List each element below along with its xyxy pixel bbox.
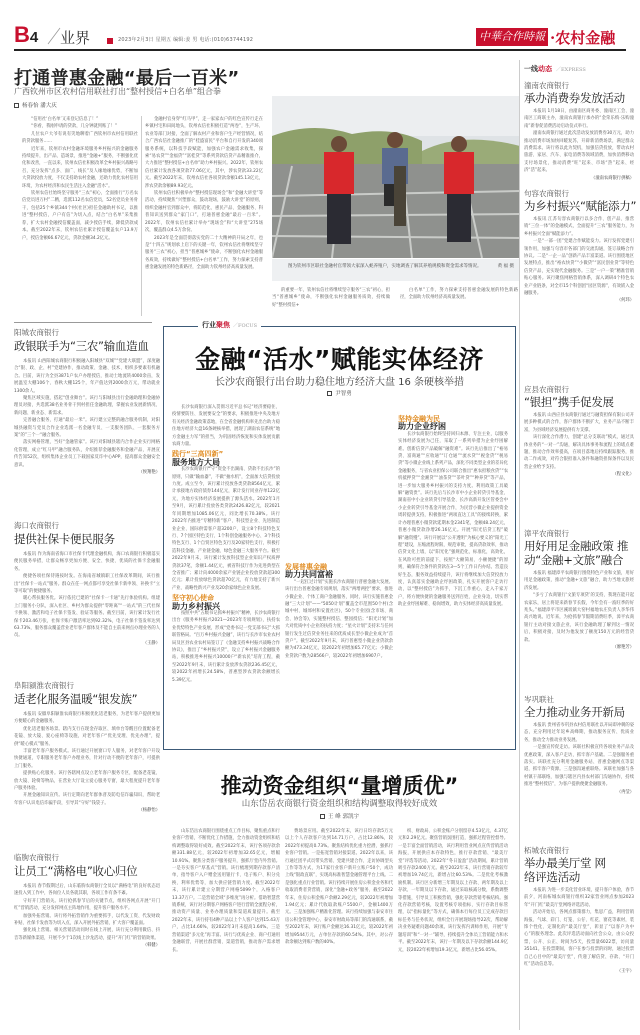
- express-item-zhangping: [524, 528, 636, 651]
- bottom-article-subtitle: 山东岱岳农商银行资金组织和结构调整取得较好成效: [241, 799, 438, 809]
- brief-yangcheng: [14, 327, 160, 477]
- bottom-col2: 费场景应用。截至2022年末，该行日均存款5万元以上个人存款客户达到14.71万户，占比12.86%，较2022年初提高0.73%。聚焦结构优化重力挖潜，强抓行业客户营销。一是拓宽营销对接渠道。2022年以来，该行通过团平式员带头营销、党建共建合作、走访协调型关工作等等方式，为17家行业客户新开立账户50个，成功上线“银政直联”，实现高标准智慧金融管理平台上线。二是强化重点行业营销。该行持续开展住房公积金业务和代收取消费者贷营销，深化“金融+政务”服务，截至2022年末，住房公积金账户余额2.29亿元，较2022年初增加1.94亿元；累计代收取款账户5500户，金额1400万元。三是加强账户精准化管理。该行持续加强与泰安市住房公积金管理中心、泰安市财政局等部门的沟通联系，截至2022年末，该行账户金额达16.31亿元，较2022年初增加9544万元，占单位存款的60.54%。其中，对公存款余额达到账户数的40%。: [285, 829, 393, 946]
- express-title: 举办最美厅堂 网络评选活动: [524, 856, 606, 884]
- column-divider: [519, 60, 520, 1030]
- top-article-col1: “信用社‘白名单’又来登记信息了！” “你看，我刚申请的贷款，几分钟就到账了！” 几位农户大爷有说有笑地聊着广西钦州市农村信用联社的贷款服务…… 近年来，钦州市农村金融环境服务乡村振兴的金融服务持续提升，出产品、造场景，推进“金融+”服务，不断强化优化和改善，一直以来，钦州农信社积极改革全乡村振兴战略号召，充分发挥“点多、面广、线长”及人缘地缘优势，不断加大贷款投放力度，不仅支持助农村金融，还助力优化农村信用环境，为农村经济和农民生活注入金融“活水”。 钦州农信社始终坚守服务“三农”初心，全面推行“万名农信党员进万村”二精，选派112名农信党员，52名党员业务骨干，包括25个乡镇344个村(社区)担任金融助村书记，以推进“整村授信，户户有信”为切入点，结合“白名单”采集推荐，扩大农村金融授信覆盖面，减少授信手续，降低贷款成本。截至2022年末，钦州农信社累计授信覆盖农户13.9万户，授信金额66.67亿元，贷款金额34.2亿元。: [22, 117, 139, 241]
- brief-org: 阜阳颍淮农商银行: [14, 681, 74, 690]
- news-photo: [272, 96, 520, 258]
- masthead-rule: [14, 49, 626, 51]
- focus-kicker: 坚持金融为民: [398, 415, 440, 423]
- brand-subtitle: ·农村金融: [550, 29, 616, 47]
- express-org: 柘城农商银行: [524, 846, 569, 855]
- express-item-cengong: [524, 694, 634, 796]
- express-org: 岑巩联社: [524, 695, 554, 704]
- page-number: B4: [14, 22, 39, 47]
- express-body: 本报讯 山西应县农商银行通过与融资担保有限公司开展多种模式的合作，客户群体不断扩大，业务产品不断丰富，为县域经济发展提供有力支撑。 该行深化合作潜力，创建“总分支联动”模式，通过具体业务的“一对一”沟通，解决具体事务和流程上的堵点难题，推动合作效率提高，在项目落地后持续跟踪服务，推动二作成效，对符合银担准入条件和融资担保条件以及民营企业给予支持。 （程文化）: [524, 413, 634, 478]
- express-item-tongnan: [524, 80, 634, 182]
- brief-org: 海口农商银行: [14, 521, 59, 530]
- brief-body: 本报讯 安徽阜阳颍淮农商银行积极优化适老服务，为老年客户提供更加方便暖心的金融服务。 优化适老服务场景。辖内支行在现金存取区、填单台等醒目位置配备老花镜、放大镜、爱心座椅等设施，对老年客户“优先受理、优先办理”，提供“暖心模式”服务。 丰富老年客户服务模式。该行通过开展窗口专人服务，对老年客户开设快捷通道，专职服务老年客户办理业务，针对行动不便的老年客户，可提供上门服务。 提供贴心化服务。该行各辖网点设立老年客户服务专区，配备老花镜、放大镜、轮椅等物品，在营业大厅设立爱心服务专窗，最大程度提升老年客户服务体验。 开展金融知识宣传。该行定期向老年群体普及防电信诈骗知识，帮助老年客户认识电信诈骗手段，引导其“守好”钱袋子。 （杨静怡）: [14, 712, 160, 814]
- bottom-col1: 山东岱岳农商银行围绕重点工作目标，聚焦重点和行业客户营销，不断优化工作措施，全力推动资金组织和结构调整取得较好成效。截至2022年末，该行各项存款余额331.88亿元，较2022年初增加32.65亿元，增幅10.91%。聚焦分类客户服务提升，强抓厅堂内外营销。一是夯实客户“厚基式”营销。该行梳理到期存款客户清单，指导客户入户赠金送用银行卡、电子账户、积分兑换、利率优势等，加大供应链营销力度。截至2022年末，该行累计建立分期营户网格5099个，入格客户13.37万户。二是营销全域“多维度”再分析。借助智慧营销系统，该行对分期客户网格客户进行营销全流程分析，推动资产质量、业务办理质量和渠道质量提升。截至2022年末，该行持有4种产品以上个人客户达到15.43万户，占比14.66%，较2022年3月末提高1.64%。三是营销渠道“多元化”再丰富。该行与优质企业、商户打通用金融联营，开展社群营销、渠道营销，推动客户需求增长。: [172, 829, 280, 953]
- express-title: 为乡村振兴“赋能添力”: [524, 199, 637, 213]
- express-org: 潼南农商银行: [524, 81, 569, 90]
- top-article-col3: 的重要一年，钦州农信社将继续坚守服务“三农”初心，担当“普惠城乡”使命，不断强化农村金融服务质效，持续做好“整村授信+: [272, 288, 390, 308]
- section-divider: [14, 322, 152, 323]
- brief-title: 让员工“满格电”收心归位: [14, 864, 138, 878]
- express-org: 应县农商银行: [524, 385, 569, 394]
- brief-title: 提供社保卡便民服务: [14, 532, 115, 546]
- bottom-article-byline: 王 峰 郭凯宇: [163, 812, 516, 820]
- focus-subtitle: 长沙农商银行出台助力稳住地方经济大盘 16 条硬核举措: [214, 377, 465, 388]
- brand-logo: 中華合作時報: [476, 28, 548, 46]
- brief-title: 政银联手为“三农”输血造血: [14, 339, 149, 353]
- express-body: 本报讯 为进一步美化营业环境，提升客户体验，春节前夕，河南柘城农商银行组织32家营业网点参加2023年“开门红”最美厅堂网络评选活动。 活动开始后，各网点群策群力，集思广益，利用营销海报、气球、彩门、灯笼、公仔、红花、窗花等素材，装饰个性化、定制化的“最美厅堂”，彰显了“以客户为中心”的服务理念。此次评选活动面向社会公众，由公众投票，公开、公正、时间为5天，投票量6022票，访问量35141。在投票期间，客户在参与投票的同时，通过投票自己心目中的“最美厅堂”，传递了解信贷、存款、“开门红”活动信息等。 （王宇）: [524, 888, 634, 975]
- brief-body: 本报讯 山西阳城农商银行积极融入阳城县“双城”“党建大联盟”，深度融合“银、政、企、村”党建协作，推动政策、金融、技术、组织多要素有机融合。目前，该行为全县3871户农户办理授信，推动土地流转4000余亩，发展温室大棚106个、春秋大棚125个，年产值达到2000余万元，带动就业1300余人。 聚焦区域实施，搭起“创业舞台”。该行与阳城县出行金融助理和金融协理员对接，共选派38名业务骨干到村担任金融助理，掌握农业发展新情况、新问题、新业态、新需求。 完善融合服务，打通“最后一米”。该行建立完整的融合服务机制，对阳城县融资与党员合作企业选派一名金融专员、一支服务团队、一套服务方案“的”三个一“融合服务。 落实网格管理，当好“金融管家”。该行对阳城县辖内合作企业实行网格化管理，成立“红马甲”融合服务队，介绍推荐金融服务和金融产品，开展宣传告知52次，组织集体企业员工下载国家反诈中心APP，提高群众金融安全意识。 （侯翔艳）: [14, 359, 160, 476]
- express-body: 本报讯 1月18日，由潼南区商务委、潼南区工会、潼南区工商联主办，潼南农商银行承办的“金荣乐购·乐购潼南”新春促消费活动启动仪式举行。 潼南农商银行通过此次活动发放消费券30万元，助力推动消费市场加快回暖复苏，开辟新消费场景，满足群众消费需求。该行将以此为契机，加强信贷投放，带动农村旅游、家居、汽车、家电消费等领域消费，加快消费移动支付场景化，推动消费“旺”起来、市场“热”起来、经济“活”起来。 （潼南农商银行供稿）: [524, 109, 634, 181]
- express-body: 本报讯 江苏句容农商银行以多合作、创产品、推营销“三位一体”的金融模式，全面提升“三农”服务能力，为乡村振兴全面“赋能添力”。 一是“一部一团”党建合作赋能发力。该行发挥党建引领作用，加强与句容市各部门的交流沟通，签订战略合作协议。二是“一企一品”创新产品丰富渠道。该行围绕地区发展特点，推出“裕农快贷”“小微贷”“富民创业贷”等特色信贷产品，充实现代金融服务。三是“一户一策”精准营销贴心服务。该行聚焦网格营销体系，深入调研4个特色农业产业链条，对全市15个科创团“园区资源”，有效嵌入金融服务。 （何玮）: [524, 217, 634, 304]
- express-item-jurong: [524, 188, 636, 305]
- column-divider: [141, 116, 142, 316]
- focus-tag: 行业聚焦 ／FOCUS: [198, 320, 261, 330]
- top-article-byline: 杨春怡 潘大庆: [14, 101, 57, 109]
- brief-linqu: [14, 852, 160, 950]
- brief-haikou: [14, 520, 160, 647]
- red-square-icon: [107, 38, 113, 44]
- focus-kicker: 坚守初心使命: [172, 594, 214, 603]
- brief-org: 临朐农商银行: [14, 853, 59, 862]
- express-body: 本报讯 福建漳平农商银行围绕特色产业和文旅，用好用足金融政策，推动“金融+文旅”融合，助力当地文旅经济发展。 “多亏了农商银行‘文旅专项贷’的支持，我现在能开起农家乐，居上将迎来新春节长假，今年会有一波旺季的好兆头。”福建漳平市区溪坂镇大窑村福地农庄负责人李华伟高兴地说。近年来，为抢抓春节假期消费旺季，漳平农商银行主动对接文旅企业，该行金融助理了解到这一情况后，积极对接，及时为他发放了额度150万元的经营贷款。 （廖艳芳）: [524, 571, 634, 651]
- top-article-col4: 白名单”工作，努力探索支持普惠金融发展的特色新路径，全面助力钦州经济高质量发展。: [400, 288, 518, 301]
- top-article-col2: 金融村官身穿“红马甲”，走一家家农户的红色宣传行走在乡镇村宅和田间地头，钦州农信社积极打造“两卷”，生产环、农业等部门对接，全面了解农村产业和客户生产经营情况，结合广西农信社金融推广的“桂盛富民”平台和自行开发的340项服务系统，以科技手段赋能，加强农户金融需求收集，探索“易农贷”“金福贷”“富桂贷”等系列贷款信贷产品精准推介，大力推进“整村授信+白名单”助力乡村振兴。2022年，钦州农信社累计发放各项贷款77.06亿元，其中，涉农贷款33.22亿元。截至2022年末，钦州农信社各项贷款余额145.13亿元，涉农贷款余额89.93亿元。 钦州农信社积极举办“整村授信现场会”和“金融大讲堂”等活动，持续聚焦“兴塑群众，鼓动现场，鼓励大讲堂”的原则，组织金融村官到群众中，将防范化、惠民产品、金融服务、科普知识送到群众“家门口”，打通普惠金融“最后一百米”。2022年，钦州农信社累计举办“现场会”和“大讲堂”275场次，覆盖群众4.5万余份。 2023年是全面贯彻落实党的二十大精神的开局之年，也是“十四五”规划承上启下的关键一年，钦州农信社将继续坚守服务“三农”初心，担当“普惠城乡”使命，不断强化农村金融服务质效，持续做好“整村授信+白名单”工作，努力探索支持普惠金融发展的特色新路径，全面助力钦州经济高质量发展。: [145, 117, 263, 271]
- focus-heading: 助力企业纾困: [398, 422, 446, 432]
- focus-byline: 尹智勇: [163, 389, 516, 397]
- brief-body: 本报讯 作为海南省海口市社保卡代理金融机构，海口农商银行积极落实便民服务举措，让群众畅享更加方便、安全、快捷、优质的社保卡金融服务。 便捷各项社保待遇按时发。在海南省城镇职工社保改革期间，该行推出“社保卡一站式”服务。群众在任一网点都可享受社保卡新申领、补换卡“立等可取”的便捷服务。 暖心帮扶服务优。该行依托已建的“社保卡一卡通”先行体验机构。组建上门服务小分队，深入社区、乡村为群众提供“零距离”“一站式”的三代社保卡换领、激活和电子社保卡签发、验证等服务。截至目前，该行累计发行社保卡203.46万张，社保卡账户激活率达到92.32%，电子社保卡签发率达到63.73%，服务群众覆盖营业老年客户群体及不能自主前来网点办理业务的人员。 （王静）: [14, 552, 160, 646]
- express-title: “银担”携手促发展: [524, 395, 614, 409]
- express-org: 句容农商银行: [524, 189, 569, 198]
- focus-title: 金融“活水”赋能实体经济: [195, 345, 484, 374]
- express-title: 承办消费券发放活动: [524, 91, 625, 105]
- focus-col1: 长沙农商银行深入贯彻习近平总书记“经济要稳住、疫情要防住、发展要安全”的要求，积极推进中央及地方有关经济金融政策落地，在全省金融机构率先出台助力稳住地方经济大盘16条硬核举措，展现了湖南农信系统“地方金融主力军”的担当，为巩固经济恢复和实体发展贡献农商力量。 践行“三高四新” 服务地方大局 长沙农商银行严守“资金不出湖南、贷款不出长沙”的原则，只做“输血器”，不做“抽水机”，全面加大信贷投放力度。成立至今，该行累计投放各类贷款8564亿元，累计承接地方政府债券144亿元，累计发行同业存单122亿元，为地方实体经济发展提供了源头活水。2022年1月至9月，该行累计投放各类贷款2426.82亿元，较2021年同期增加1085.06亿元，同比增长70.38%。该行2022年内推进“专精特新”客户、科技型企业、先进制造业企业、国际供需客户超3200户，设立8个科技特色支行、7个园区特色支行、1个科创金融服务中心、3个科技特色支行、1个自贸区特色支行及20家特色支行，积极打造科技金融、产业链金融、绿色金融三大服务平台。截至2022年9月末，该行累计发放科技型企业知识产权质押贷款37笔，余额1.44亿元，被省科技厅作为先进典型在全省推广；累计向4000余家产业链企业投放贷款超300亿元；累计投放绿色贷款超70亿元，有力地支持了新兴产业、战略性新兴产业及20余家绿色企业发展。 坚守初心使命 助力乡村振兴 按照中共“五级书记抓乡村振兴”精神，长沙农商银行出台《服务乡村振兴2021—2023年专项规划》，扶持农业优势特色产业发展，形成“党委书记一党支部书记”大抓联管格局。“百万乡村振兴金融”，该行与长沙市农业农村局及区县农业农村局签订了《金融支持乡村振兴战略合作协议》，推出了“乡村振兴贷”，设立了乡村振兴金融服务站，积极推进乡村振兴10000户“新农民”培育工程，截至2022年9月末，该行累计发放涉农贷款236.45亿元，较2022年初增长24.58%，普惠型涉农贷款余额增长5.39亿元。: [172, 405, 280, 683]
- focus-kicker: 践行“三高四新”: [172, 450, 224, 459]
- express-title: 用好用足金融政策 推动“金融+文旅”融合: [524, 539, 629, 567]
- focus-heading: 服务地方大局: [172, 457, 220, 467]
- focus-col3: 坚持金融为民 助力企业纾困 长沙农商银行始终坚持回归本源、专注主业，以服务实体经济发展为己任，采取了一系列举措为企业纾困解难。创新信贷产品破解“融资难”。该行先后推出了“裕易贷、富商通”“应收通”“订仓通”“流水贷”“税金贷”“税易贷”等小微企业线上系列产品，深化不同类型企业的差异化金融服务，与省农业担保公司联合推出“惠农担粮食贷”“农机抵押贷”“金湘贷”“油茶贷”“茶叶贷”“种养贷”等产品，进一步加大服务乡村振兴的支持力度。利用政策工具破解“融资贵”。该行先后与长沙市中小企业转贷引导基金、湖南省中小企业转贷引导基金、长沙高新开发区管委会中小企业转贷引导基金开展合作，为民营小微企业提供资金周转提供支持，积极推进“两项直达工具”的接续转换，累计办理普惠小微贷款延期本金2341笔，金额48.24亿元，普惠小微贷款净增26.16亿元。开展“阳光信贷工程”破解“融资慢”。该行开展以“公开透明”为核心要义的“阳光工程”建设，压缩流程时限，规范审批，提高贷款效率，推动信贷文化上墙，以“阳光化”强规范化，标准化，高效化，在风险可控的前提下，按照“大额简易、小额便捷”的原则，确保符合条件的贷款在3—5个工作日内办结。营造良好生态，服务效益持续提升，该行将继续加大信贷投放力度，认真落实金融助企纾困政策，扎实开展客户走访行动，以“整村授信”为抓手，下沉工作重心，走入千家万户，将方便快捷的金融服务送到百姓、企业身边，切实帮助企业纾困解难、稳岗增效，助力实体经济高质量发展。: [398, 415, 508, 608]
- date-meta: 2023年2月3日 星期五 编辑:姜 男 电话:(010)63744192: [118, 37, 254, 43]
- express-title: 全力推动业务开新局: [524, 705, 625, 719]
- photo-caption: 图为钦州市区联社金融村官带领大家深入蚝养殖户，实地调查了解其养殖规模和资金需求等情况。 黄 福 摄: [272, 259, 520, 281]
- brief-body: 本报讯 春节假期过后，山东临朐农商银行全员以“满格电”的良好状态迅速投入到工作中，各岗位人员各就其职，各项工作有条不紊。 守好开门营销关。该行抢抓春节后的关键节点，组织各网点开展“开门红”营销活动，充分发挥网点主阵地作用，提升客户服务水平。 加强外拓营销。该行将外拓营销作为重要抓手，以代发工资、代发财政补贴、社保卡发放等为切入点，深入开展外拓营销，扩大客户覆盖面。 强化线上营销。相关营销活动同时在线上开展，该行充分利用微信、抖音等新媒体渠道，开展不少于1次线上沙龙活动，提升“开门红”的营销效果。 （韩健）: [14, 884, 160, 949]
- express-item-zhecheng: [524, 845, 634, 976]
- brief-fuyang: [14, 680, 160, 815]
- brief-title: 适老化服务温暖“银发族”: [14, 692, 138, 706]
- section-name: 业界: [60, 29, 91, 47]
- top-article-title: 打通普惠金融“最后一百米”: [14, 68, 240, 89]
- brief-org: 阳城农商银行: [14, 328, 59, 337]
- focus-kicker: 发展普惠金融: [285, 563, 327, 571]
- focus-col2: 发展普惠金融 助力共同富裕 “一起扛过计划”实施长沙农商银行普惠金融大发展。该行出台普惠金融专项规划，落实“两增两控”要求，推进小微企业、个体工商户金融服务，同时，该行实施普惠金融“三大计划”——“5050计划”覆盖全市范围50个村(含城中村、城郊村和安置社区)，50个专业园(含市场、商会、协会等)，实施整村授信、整园授信；“阳光计划”加大对优质中小企业的扶持力度；“星火计划”支持未与任何银行发生过信贷业务往来的优质成长型小微企业成为“首贷户”。截至2022年9月末，该行普惠型小微企业贷款余额为473.24亿元，较2022年初增加65.77亿元；小微企业贷款户数为28566户，较2022年初增加6907户。: [285, 563, 393, 659]
- express-body: 本报讯 贵州省岑巩县农村信用联社以开局即冲刺的姿态，充分利用过年返乡高峰期，推动服务宣传、优质业务，推动全力推动业务发展。 一是强宣传促走访。该联社积极宣传各项业务产品及优惠政策，深入客户走访，抓牢客户基础。二是强服务重落实。该联社充分利用金融服务站、普惠金融网点等渠道，抓牢客户资源。三是强沟通重联络。该联社加强与各村镇干部联络，加强与辖区内县农村部门沟通协作，持续推进“整村授信”，为客户提供便捷金融服务。 （冉莹）: [524, 723, 634, 795]
- bottom-col3: 织、财政局、公积金账户分别留存4.53亿元、4.37亿元和2.29亿元。聚焦营销氛围打造，强抓过程管控督导。一是丰富全面营销活动，该行利用营业网点宣传营销活动海报，开展供应本存款特色，推行存款营销、“最美厅堂”评选等活动。2022年“冬日盈盈”活动期间，累计营销吸引存款2400万元。截至2022年末，该行营销存款较年初增加19.74亿元，新增占比60.53%。二是优化考核激励机制。该行区分新增三年期及以上存款、两年期及以上存款、一年期及以下存款，通过采取核减分数，系数调整等措施，引导员工积极营销，强化存款营销考核结构。强化存款营销考核，设置考核专项指标，实行存款目标管理，以“指标量化”等方式，确保本行每位员工完成存款目标任务与任务状况，组织全行开展现场指导22次，帮助解决业务疑难问题40余项。该行发挥内训师作用，开展“专题培训”和“一对一”辅导，持续提升全体员工营销能力和水平。截至2022年末，该行一年期及以下存款余额144.9亿元，较2022年初增加19.3亿元，新增占比56.05%。: [398, 829, 508, 953]
- express-item-yingxian: [524, 384, 634, 479]
- bottom-article-title: 推动资金组织“量增质优”: [220, 774, 459, 798]
- focus-heading: 助力乡村振兴: [172, 601, 220, 611]
- top-article-subtitle: 广西钦州市区农村信用联社打出“整村授信+白名单”组合拳: [14, 87, 221, 96]
- focus-heading: 助力共同富裕: [285, 570, 333, 580]
- express-org: 漳平农商银行: [524, 529, 569, 538]
- express-header: 一线动态 ／EXPRESS: [524, 65, 586, 73]
